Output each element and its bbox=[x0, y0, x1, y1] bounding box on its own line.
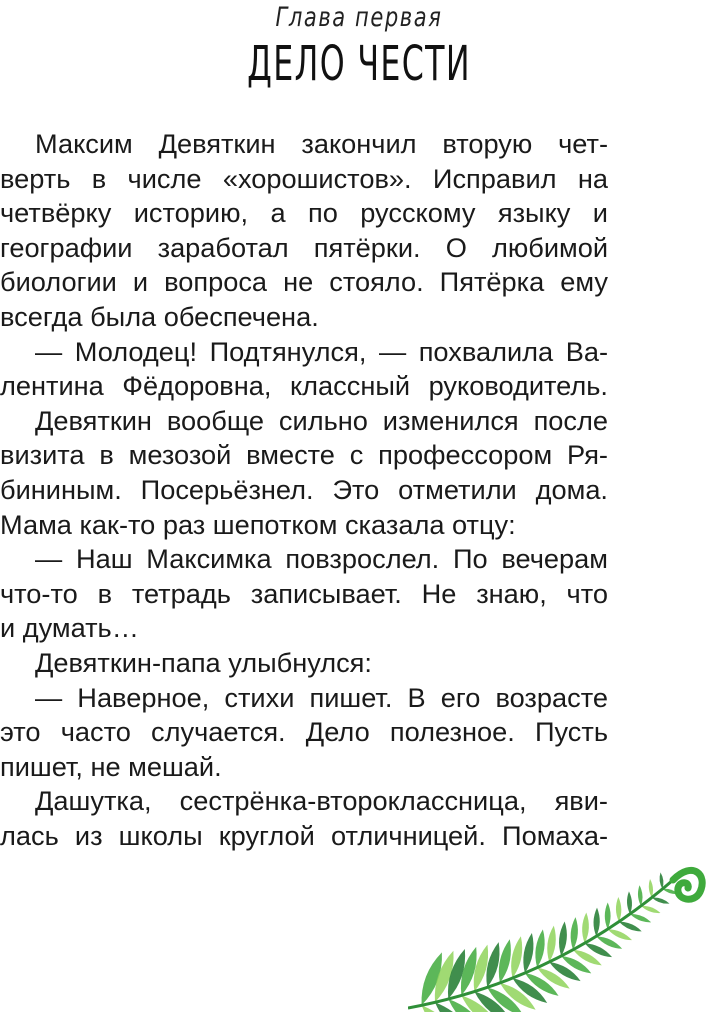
fern-leaflet bbox=[660, 872, 664, 889]
text-line: лентина Фёдоровна, классный руководитель. bbox=[0, 370, 608, 402]
text-line: — Наверное, стихи пишет. В его возрасте bbox=[35, 681, 608, 713]
text-line: пишет, не мешай. bbox=[0, 750, 222, 782]
fern-leaflet bbox=[535, 929, 544, 967]
fern-leaflet bbox=[652, 897, 670, 903]
chapter-label: Глава первая bbox=[275, 2, 443, 33]
text-line: это часто случается. Дело полезное. Пусть bbox=[0, 716, 608, 748]
fern-leaflet bbox=[582, 913, 589, 944]
text-line: лась из школы круглой отличницей. Помаха- bbox=[0, 819, 608, 851]
text-line: Девяткин-папа улыбнулся: bbox=[35, 646, 372, 678]
fern-leaflet bbox=[499, 939, 511, 983]
fern-leaflet bbox=[605, 902, 611, 929]
fern-leaflet bbox=[616, 897, 621, 922]
text-line: Мама как-то раз шепотком сказала отцу: bbox=[0, 508, 516, 540]
text-line: Дашутка, сестрёнка-второклассница, яви- bbox=[35, 785, 608, 817]
text-line: Максим Девяткин закончил вторую чет- bbox=[35, 128, 608, 159]
text-line: — Наш Максимка повзрослел. По вечерам bbox=[35, 543, 608, 575]
fern-leaflet bbox=[596, 936, 622, 948]
fern-leaflet bbox=[641, 906, 660, 913]
text-line: и думать… bbox=[0, 612, 139, 644]
fern-leaflet bbox=[571, 917, 578, 950]
text-line: географии заработал пятёрки. О любимой bbox=[0, 231, 608, 263]
text-line: верть в числе «хорошистов». Исправил на bbox=[0, 162, 608, 194]
fern-leaflet bbox=[608, 929, 632, 940]
text-line: что-то в тетрадь записывает. Не знаю, что bbox=[0, 577, 608, 609]
fern-leaflet bbox=[638, 885, 643, 906]
text-line: Девяткин вообще сильно изменился после bbox=[35, 404, 608, 436]
text-line: всегда была обеспечена. bbox=[0, 300, 319, 332]
fern-leaflet bbox=[523, 933, 533, 973]
text-line: — Молодец! Подтянулся, — похвалила Ва- bbox=[35, 335, 608, 367]
fern-leaflet bbox=[630, 914, 651, 922]
fern-leaflet bbox=[594, 908, 600, 937]
chapter-title: ДЕЛО ЧЕСТИ bbox=[247, 36, 471, 92]
fern-leaflet bbox=[627, 891, 632, 914]
fern-curl bbox=[673, 870, 702, 899]
fern-leaf-icon bbox=[408, 830, 718, 1012]
text-line: визита в мезозой вместе с профессором Ря- bbox=[0, 439, 608, 471]
text-line: бининым. Посерьёзнел. Это отметили дома. bbox=[0, 473, 608, 505]
fern-leaflet bbox=[547, 926, 556, 962]
body-text bbox=[0, 127, 608, 853]
fern-leaflet bbox=[559, 922, 567, 957]
fern-leaflet bbox=[486, 942, 499, 987]
fern-leaflet bbox=[511, 936, 522, 978]
fern-leaflet bbox=[619, 922, 642, 932]
fern-leaflet bbox=[649, 879, 653, 898]
text-line: четвёрку историю, а по русскому языку и bbox=[0, 197, 608, 229]
text-line: биологии и вопроса не стояло. Пятёрка ему bbox=[0, 266, 608, 298]
